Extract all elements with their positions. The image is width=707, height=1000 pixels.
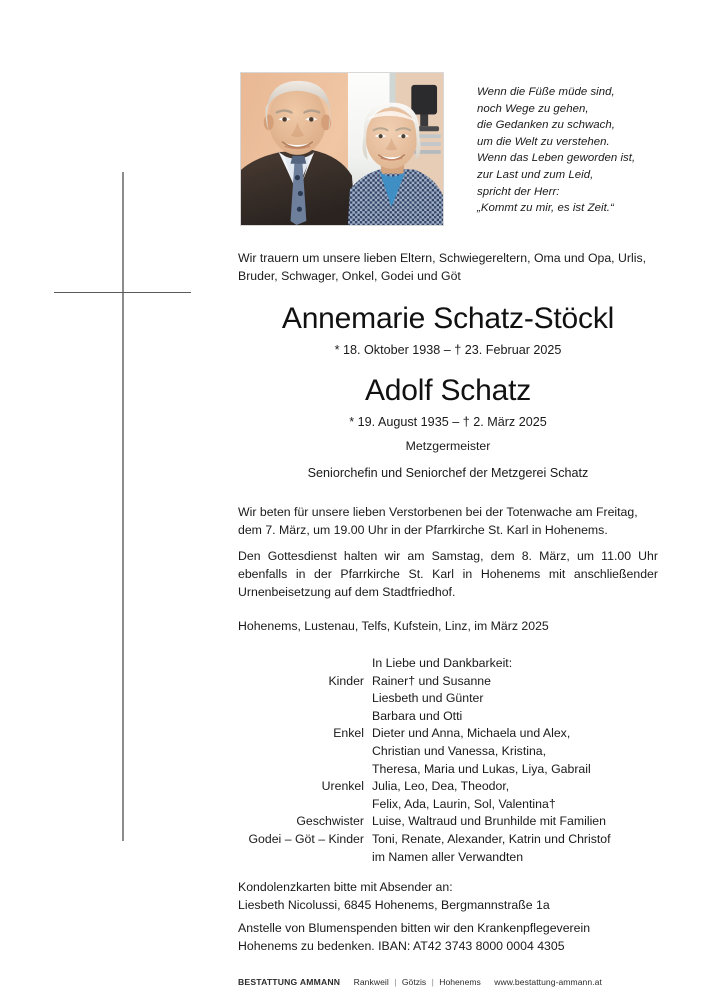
- poem-line: „Kommt zu mir, es ist Zeit.“: [477, 202, 614, 215]
- family-role-label: Godei – Göt – Kinder: [248, 831, 364, 846]
- family-row: [238, 655, 658, 673]
- vigil-paragraph: Wir beten für unsere lieben Verstorbenen bei der Totenwache am Freitag, dem 7. März, um 19.00 Uhr in der Pfarrkirche St. Karl in Hohenems.: [238, 505, 638, 537]
- poem-line: noch Wege zu gehen,: [477, 102, 589, 115]
- family-members: Felix, Ada, Laurin, Sol, Valentina†: [372, 796, 556, 811]
- poem-line: Wenn die Füße müde sind,: [477, 86, 615, 98]
- family-role-label: [238, 655, 372, 673]
- poem-line: die Gedanken zu schwach,: [477, 119, 615, 132]
- deceased-dates: * 19. August 1935 – † 2. März 2025: [349, 415, 547, 429]
- family-members: Toni, Renate, Alexander, Katrin und Christof: [372, 831, 611, 846]
- family-role-label: [238, 796, 372, 814]
- family-row: [238, 725, 658, 743]
- donation-iban: Hohenems zu bedenken. IBAN: AT42 3743 8000 0004 4305: [238, 938, 565, 953]
- family-members: Liesbeth und Günter: [372, 691, 484, 706]
- footer-town-hohenems: Hohenems: [439, 977, 481, 987]
- family-row: [238, 743, 658, 761]
- poem-line: zur Last und zum Leid,: [477, 168, 594, 181]
- service-paragraph: Den Gottesdienst halten wir am Samstag, dem 8. März, um 11.00 Uhr ebenfalls in der Pfarrkirche St. Karl in Hohenems mit anschließender Urnenbeisetzung auf dem Stadtfriedhof.: [238, 549, 658, 599]
- donation-heading: Anstelle von Blumenspenden bitten wir den Krankenpflegeverein: [238, 921, 591, 935]
- family-members: In Liebe und Dankbarkeit:: [372, 656, 513, 670]
- family-members: Theresa, Maria und Lukas, Liya, Gabrail: [372, 761, 591, 776]
- family-row: [238, 673, 658, 691]
- condolence-address-block: [238, 879, 658, 915]
- family-members: Rainer† und Susanne: [372, 673, 491, 688]
- family-list: [238, 655, 658, 866]
- poem-line: um die Welt zu verstehen.: [477, 135, 610, 148]
- poem-line: spricht der Herr:: [477, 185, 560, 198]
- family-role-label: Geschwister: [296, 814, 364, 829]
- family-role-label: [238, 690, 372, 708]
- funeral-home-footer: [238, 977, 678, 987]
- memorial-poem: [477, 84, 677, 217]
- family-row: [238, 831, 658, 849]
- family-members: Julia, Leo, Dea, Theodor,: [372, 779, 510, 794]
- mourning-intro-text: Wir trauern um unsere lieben Eltern, Schwiegereltern, Oma und Opa, Urlis, Bruder, Schwager, Onkel, Godei und Göt: [238, 251, 647, 283]
- family-row: [238, 796, 658, 814]
- deceased-couple-photo: [240, 72, 444, 226]
- family-role-label: Enkel: [333, 726, 364, 741]
- footer-separator: |: [394, 977, 397, 987]
- family-row: [238, 778, 658, 796]
- footer-website-url[interactable]: www.bestattung-ammann.at: [494, 977, 602, 987]
- family-row: [238, 813, 658, 831]
- family-row: [238, 849, 658, 867]
- footer-town-rankweil: Rankweil: [353, 977, 389, 987]
- places-and-date-line: Hohenems, Lustenau, Telfs, Kufstein, Linz, im März 2025: [238, 619, 549, 633]
- condolence-heading: Kondolenzkarten bitte mit Absender an:: [238, 880, 453, 894]
- deceased-block-annemarie: [238, 302, 658, 359]
- photo-artwork: [241, 73, 443, 225]
- deceased-profession: Metzgermeister: [405, 439, 491, 453]
- family-role-label: Urenkel: [321, 779, 364, 794]
- family-row: [238, 761, 658, 779]
- family-role-label: [238, 761, 372, 779]
- cross-horizontal-bar: [54, 292, 191, 293]
- footer-brand-name: AMMANN: [299, 977, 341, 987]
- deceased-block-adolf: [238, 374, 658, 455]
- donation-request-block: [238, 920, 658, 956]
- family-members: Christian und Vanessa, Kristina,: [372, 743, 547, 758]
- footer-brand-word: BESTATTUNG: [238, 977, 298, 987]
- deceased-name: Annemarie Schatz-Stöckl: [281, 302, 615, 335]
- footer-town-goetzis: Götzis: [401, 977, 427, 987]
- joint-description-line: Seniorchefin und Seniorchef der Metzgerei Schatz: [307, 466, 589, 480]
- family-role-label: [238, 743, 372, 761]
- poem-line: Wenn das Leben geworden ist,: [477, 152, 636, 165]
- family-members: im Namen aller Verwandten: [372, 849, 524, 864]
- family-row: [238, 690, 658, 708]
- cross-vertical-bar: [122, 172, 124, 841]
- family-role-label: Kinder: [328, 673, 364, 688]
- family-members: Dieter und Anna, Michaela und Alex,: [372, 726, 571, 741]
- family-members: Luise, Waltraud und Brunhilde mit Familien: [372, 814, 606, 829]
- footer-separator: |: [431, 977, 434, 987]
- family-role-label: [238, 708, 372, 726]
- family-role-label: [238, 849, 372, 867]
- deceased-dates: * 18. Oktober 1938 – † 23. Februar 2025: [334, 343, 562, 357]
- family-row: [238, 708, 658, 726]
- family-members: Barbara und Otti: [372, 708, 463, 723]
- condolence-address: Liesbeth Nicolussi, 6845 Hohenems, Bergmannstraße 1a: [238, 897, 550, 912]
- deceased-name: Adolf Schatz: [364, 374, 532, 407]
